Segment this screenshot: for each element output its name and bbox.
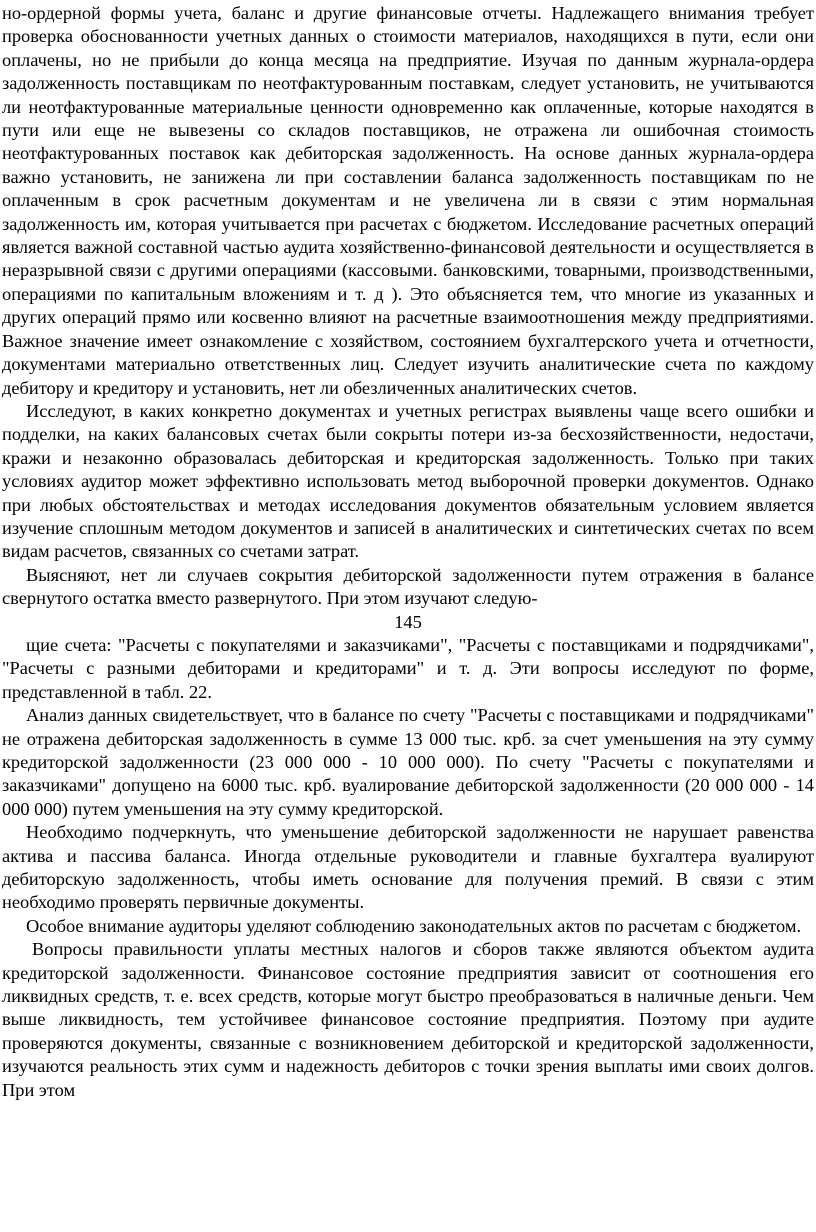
paragraph-budget-settlements: Особое внимание аудиторы уделяют соблюдению законодательных актов по расчетам с бюджетом. (26, 915, 802, 936)
paragraph-hidden-receivables: Выясняют, нет ли случаев сокрытия дебиторской задолженности путем отражения в балансе свернутого остатка вместо развернутого. При этом изучают следую- (2, 564, 814, 609)
paragraph-continuation: но-ордерной формы учета, баланс и другие финансовые отчеты. Надлежащего внимания требует проверка обоснованности учетных данных о стоимости материалов, находящихся в пути, если они оплачены, но не прибыли до конца месяца на предприятие. Изучая по данным журнала-ордера задолженность поставщикам по неотфактурованным поставкам, следует установить, не учитываются ли неотфактурованные материальные ценности одновременно как оплаченные, которые находятся в пути или еще не вывезены со складов поставщиков, не отражена ли ошибочная стоимость неотфактурованных поставок как дебиторская задолженность. На основе данных журнала-ордера важно установить, не занижена ли при составлении баланса задолженность поставщикам по не оплаченным в срок расчетным документам и не увеличена ли в связи с этим нормальная задолженность им, которая учитывается при расчетах с бюджетом. Исследование расчетных операций является важной составной частью аудита хозяйственно-финансовой деятельности и осуществляется в неразрывной связи с другими операциями (кассовыми. банковскими, товарными, производственными, операциями по капитальным вложениям и т. д ). Это объясняется тем, что многие из указанных и других операций прямо или косвенно влияют на расчетные взаимоотношения между предприятиями. Важное значение имеет ознакомление с хозяйством, состоянием бухгалтерского учета и отчетности, документами материально ответственных лиц. Следует изучить аналитические счета по каждому дебитору и кредитору и установить, нет ли обезличенных аналитических счетов. (2, 3, 814, 398)
paragraph-accounts-list: щие счета: "Расчеты с покупателями и заказчиками", "Расчеты с поставщиками и подрядчиками", "Расчеты с разными дебиторами и кредиторами" и т. д. Эти вопросы исследуют по форме, представленной в табл. 22. (2, 634, 814, 702)
paragraph-errors-analysis: Исследуют, в каких конкретно документах и учетных регистрах выявлены чаще всего ошибки и подделки, на каких балансовых счетах были сокрыты потери из-за бесхозяйственности, недостачи, кражи и незаконно образовалась дебиторская и кредиторская задолженность. Только при таких условиях аудитор может эффективно использовать метод выборочной проверки документов. Однако при любых обстоятельствах и методах исследования документов обязательным условием является изучение сплошным методом документов и записей в аналитических и синтетических счетах по всем видам расчетов, связанных со счетами затрат. (2, 400, 814, 562)
paragraph-local-taxes: Вопросы правильности уплаты местных налогов и сборов также являются объектом аудита кредиторской задолженности. Финансовое состояние предприятия зависит от соотношения его ликвидных средств, т. е. всех средств, которые могут быстро преобразоваться в наличные деньги. Чем выше ликвидность, тем устойчивее финансовое состояние предприятия. Поэтому при аудите проверяются документы, связанные с возникновением дебиторской и кредиторской задолженности, изучаются реальность этих сумм и надежность дебиторов с точки зрения выплаты ими своих долгов. При этом (2, 939, 814, 1100)
page-number: 145 (394, 611, 422, 632)
paragraph-balance-equality: Необходимо подчеркнуть, что уменьшение дебиторской задолженности не нарушает равенства актива и пассива баланса. Иногда отдельные руководители и главные бухгалтера вуалируют дебиторскую задолженность, чтобы иметь основание для получения премий. В связи с этим необходимо проверять первичные документы. (2, 822, 814, 913)
paragraph-data-analysis: Анализ данных свидетельствует, что в балансе по счету "Расчеты с поставщиками и подрядчиками" не отражена дебиторская задолженность в сумме 13 000 тыс. крб. за счет уменьшения на эту сумму кредиторской задолженности (23 000 000 - 10 000 000). По счету "Расчеты с покупателями и заказчиками" допущено на 6000 тыс. крб. вуалирование дебиторской задолженности (20 000 000 - 14 000 000) путем уменьшения на эту сумму кредиторской. (2, 705, 814, 819)
